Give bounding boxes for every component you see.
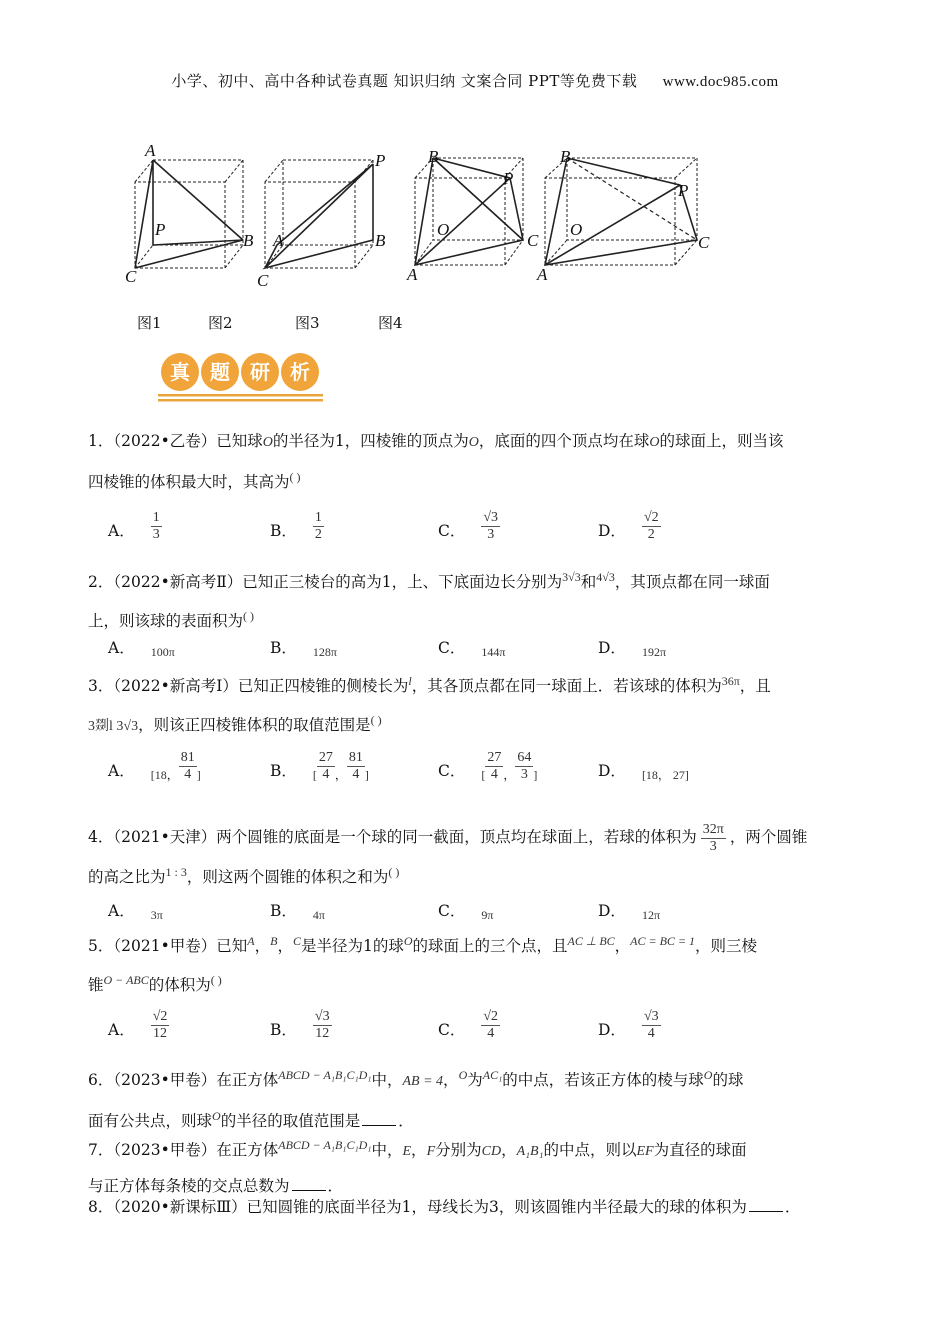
page-header [0, 70, 950, 91]
q3-option-a[interactable]: A． [18 ， $\frac{81}{4}$ ] [108, 750, 201, 782]
q5-option-a[interactable]: A． $\frac{√2}{12}$ [108, 1009, 168, 1041]
q1-option-b[interactable]: B． $\frac{1}{2}$ [270, 510, 322, 542]
q5-option-d[interactable]: D． $\frac{√3}{4}$ [598, 1009, 659, 1041]
fig4-label-b: B [560, 147, 571, 166]
question-5-options [108, 1002, 868, 1042]
banner-char-1: 真 [170, 360, 190, 384]
q4-option-a[interactable]: A． 3π [108, 902, 163, 922]
q2-option-b[interactable]: B． 128π [270, 639, 337, 659]
question-4: 4．（2021•天津）两个圆锥的底面是一个球的同一截面，顶点均在球面上，若球的体积为 $\frac{32\pi}{3}$ ，两个圆锥 的高之比为$^{1 : 3}$，则这两个圆锥的体积之和为( ) [88, 821, 808, 886]
q4-option-b[interactable]: B． 4π [270, 902, 325, 922]
q1-option-a[interactable]: A． $\frac{1}{3}$ [108, 510, 160, 542]
banner-char-4: 析 [290, 360, 310, 384]
question-3-options [108, 743, 868, 783]
q5-option-b[interactable]: B． $\frac{√3}{12}$ [270, 1009, 330, 1041]
q2-option-c[interactable]: C． 144π [438, 639, 506, 659]
answer-blank-7[interactable] [292, 1176, 326, 1191]
question-2: 2．（2022•新高考Ⅱ）已知正三棱台的高为1，上、下底面边长分别为$^{3√3}$和$^{4√3}$，其顶点都在同一球面 上，则该球的表面积为( ) [88, 570, 770, 631]
fig3-label-a: A [407, 265, 418, 284]
figure-1 [135, 160, 243, 268]
q4-option-d[interactable]: D． 12π [598, 902, 660, 922]
question-6: 6．（2023•甲卷）在正方体$^{ABCD - A_1B_1C_1D_1}$中，AB = 4，$^O$为$^{AC_1}$的中点，若该正方体的棱与球$^O$的球 面有公共点，则球$^O$的半径的取值范围是 ． [88, 1068, 744, 1131]
figure-4 [545, 158, 697, 265]
header-url: www.doc985.com [662, 74, 779, 90]
fig2-label-c: C [257, 271, 269, 290]
section-banner [158, 350, 323, 404]
q3-option-b[interactable]: B． [ $\frac{27}{4}$ ， $\frac{81}{4}$ ] [270, 750, 369, 782]
fig3-label-o: O [437, 220, 450, 239]
q1-option-d[interactable]: D． $\frac{√2}{2}$ [598, 510, 659, 542]
banner-char-2: 题 [210, 360, 230, 384]
fig2-label-b: B [375, 231, 386, 250]
fig1-label-a: A [145, 141, 156, 160]
fig-caption-1: 图1 [137, 314, 162, 332]
header-text: 小学、初中、高中各种试卷真题 知识归纳 文案合同 PPT等免费下载 [171, 72, 638, 90]
cube-figures [115, 140, 755, 300]
q3-option-c[interactable]: C． [ $\frac{27}{4}$ ， $\frac{64}{3}$ ] [438, 750, 538, 782]
question-7: 7．（2023•甲卷）在正方体$^{ABCD - A_1B_1C_1D_1}$中，E，F分别为CD，A₁B₁的中点，则以EF为直径的球面 与正方体每条棱的交点总数为 ． [88, 1138, 747, 1196]
q5-option-c[interactable]: C． $\frac{√2}{4}$ [438, 1009, 499, 1041]
figure-2 [265, 160, 373, 268]
answer-blank-6[interactable] [362, 1111, 396, 1126]
q4-option-c[interactable]: C． 9π [438, 902, 494, 922]
question-1: 1．（2022•乙卷）已知球O的半径为1，四棱锥的顶点为O，底面的四个顶点均在球O的球面上，则当该 四棱锥的体积最大时，其高为( ) [88, 432, 784, 492]
q2-option-d[interactable]: D． 192π [598, 639, 666, 659]
fig4-label-o: O [570, 220, 583, 239]
fig3-label-c: C [527, 231, 539, 250]
fig-caption-3: 图3 [295, 314, 320, 332]
fig1-label-p: P [155, 220, 166, 239]
fig-caption-2: 图2 [208, 314, 233, 332]
fig3-label-p: P [503, 169, 514, 188]
answer-blank-8[interactable] [749, 1197, 783, 1212]
fig1-label-c: C [125, 267, 137, 286]
fig1-label-b: B [243, 231, 254, 250]
question-1-options [108, 503, 868, 543]
fig2-label-a: A [273, 231, 284, 250]
banner-char-3: 研 [250, 360, 270, 384]
fig-caption-4: 图4 [378, 314, 403, 332]
question-8: 8．（2020•新课标Ⅲ）已知圆锥的底面半径为1，母线长为3，则该圆锥内半径最大的球的体积为 ． [88, 1198, 801, 1216]
q1-option-c[interactable]: C． $\frac{√3}{3}$ [438, 510, 499, 542]
fig3-label-b: B [428, 147, 439, 166]
q2-option-a[interactable]: A． 100π [108, 639, 175, 659]
question-5: 5．（2021•甲卷）已知$^A$，$^B$，$^C$是半径为1的球$^O$的球面上的三个点，且$^{AC \perp BC}$，$^{AC = BC = 1}$，则三棱 锥$^{O - ABC}$的体积为( ) [88, 934, 758, 995]
fig4-label-a: A [537, 265, 548, 284]
question-3: 3．（2022•新高考Ⅰ）已知正四棱锥的侧棱长为$^l$，其各顶点都在同一球面上．若该球的体积为$^{36\pi}$，且 3剟l 3√3，则该正四棱锥体积的取值范围是( ) [88, 674, 771, 735]
fig4-label-p: P [678, 181, 689, 200]
fig4-label-c: C [698, 233, 710, 252]
fig2-label-p: P [375, 151, 386, 170]
question-2-options [108, 620, 868, 660]
q3-option-d[interactable]: D． [18， 27] [598, 762, 689, 782]
question-4-options [108, 883, 868, 923]
